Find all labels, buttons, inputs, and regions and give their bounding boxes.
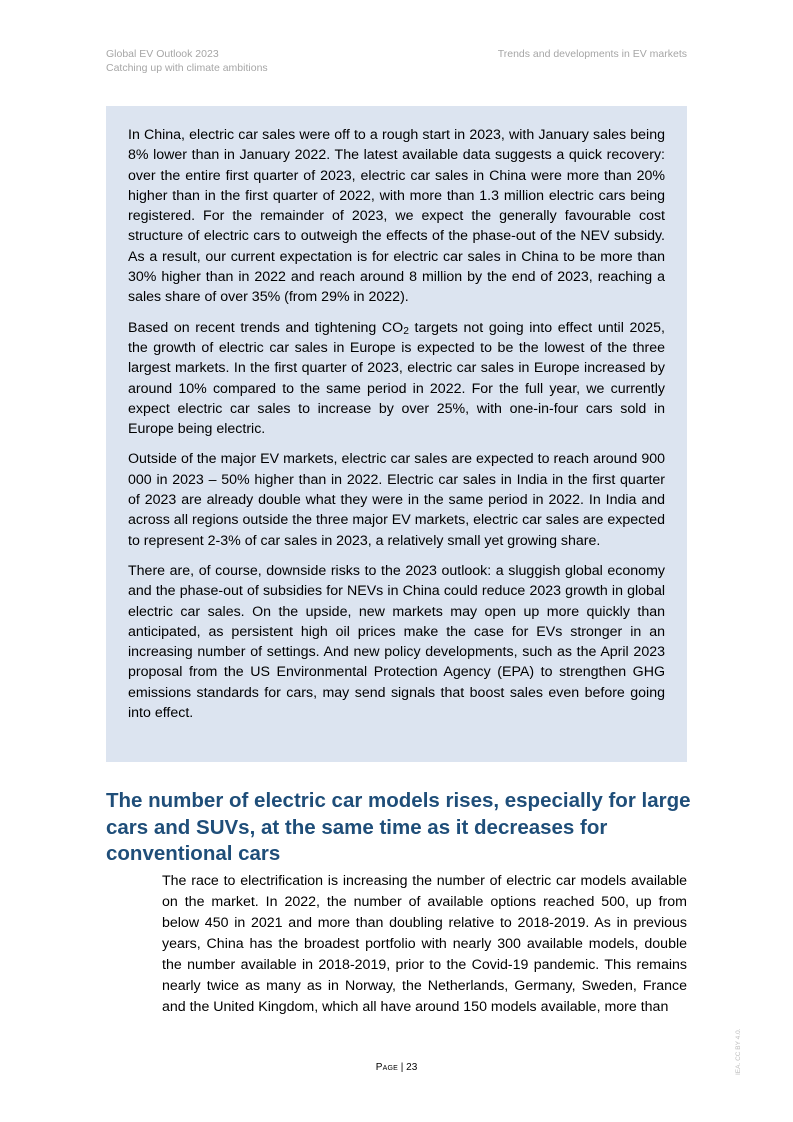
report-subtitle: Catching up with climate ambitions (106, 62, 268, 74)
page-number-footer (0, 1062, 793, 1073)
license-credit: IEA. CC BY 4.0. (735, 1028, 742, 1075)
box-paragraph-china: In China, electric car sales were off to a rough start in 2023, with January sales being 8% lower than in January 2022. The latest available data suggests a quick recovery: over the entire first quarter of 2023, electric car sales in China were more than 20% higher than in the first quarter of 2022, with more than 1.3 million electric cars being registered. For the remainder of 2023, we expect the generally favourable cost structure of electric cars to outweigh the effects of the phase-out of the NEV subsidy. As a result, our current expectation is for electric car sales in China to be more than 30% higher than in 2022 and reach around 8 million by the end of 2023, reaching a sales share of over 35% (from 29% in 2022). (128, 127, 665, 306)
outlook-box (106, 106, 687, 762)
box-paragraph-other-markets: Outside of the major EV markets, electric car sales are expected to reach around 900 000 in 2023 – 50% higher than in 2022. Electric car sales in India in the first quarter of 2023 are already double what they were in the same period in 2022. In India and across all regions outside the three major EV markets, electric car sales are expected to represent 2-3% of car sales in 2023, a relatively small yet growing share. (128, 451, 665, 549)
section-body-paragraph: The race to electrification is increasing the number of electric car models available on the market. In 2022, the number of available options reached 500, up from below 450 in 2021 and more than doubling relative to 2018-2019. As in previous years, China has the broadest portfolio with nearly 300 available models, double the number available in 2018-2019, prior to the Covid-19 pandemic. This remains nearly twice as many as in Norway, the Netherlands, Germany, Sweden, France and the United Kingdom, which all have around 150 models available, more than (162, 873, 687, 1015)
page-separator: | (397, 1062, 407, 1073)
page-label: Page (375, 1062, 398, 1073)
box-paragraph-europe (128, 318, 665, 440)
section-heading: The number of electric car models rises, especially for large cars and SUVs, at the same time as it decreases for conventional cars (106, 789, 691, 865)
box-paragraph-europe-start: Based on recent trends and tightening CO (128, 319, 404, 336)
report-title: Global EV Outlook 2023 (106, 48, 219, 60)
chapter-title: Trends and developments in EV markets (497, 48, 687, 60)
box-paragraph-europe-rest: targets not going into effect until 2025, the growth of electric car sales in Europe is expected to be the lowest of the three largest markets. In the first quarter of 2023, electric car sales in Europe increased by around 10% compared to the same period in 2022. For the full year, we currently expect electric car sales to increase by over 25%, with one-in-four cars sold in Europe being electric. (128, 319, 665, 438)
running-header-left (106, 47, 268, 75)
page-number: 23 (406, 1062, 418, 1073)
running-header-right (498, 47, 687, 61)
box-paragraph-risks: There are, of course, downside risks to the 2023 outlook: a sluggish global economy and the phase-out of subsidies for NEVs in China could reduce 2023 growth in global electric car sales. On the upside, new markets may open up more quickly than anticipated, as persistent high oil prices make the case for EVs stronger in an increasing number of settings. And new policy developments, such as the April 2023 proposal from the US Environmental Protection Agency (EPA) to strengthen GHG emissions standards for cars, may send signals that boost sales even before going into effect. (128, 562, 665, 722)
co2-subscript: 2 (403, 325, 409, 337)
